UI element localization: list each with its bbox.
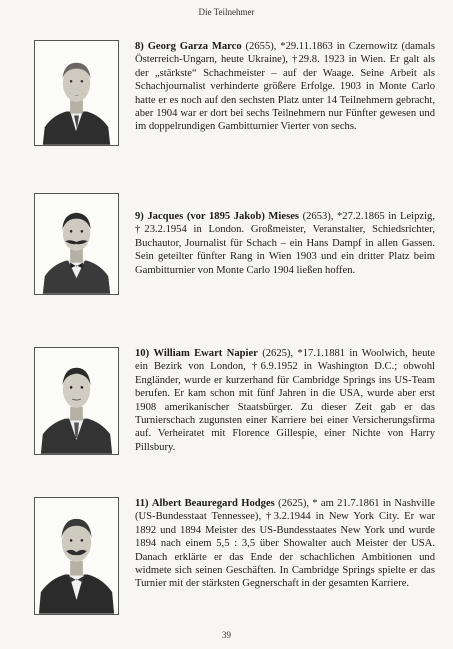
participant-description: (2625), *17.1.1881 in Woolwich, heute ein Bezirk von London, †6.9.1952 in Washington D.C.; obwohl Engländer, wurde er kurzerhand für Cambridge Springs ins US-Team berufen. Er kam schon mit fünf Jahren in die USA, wurde aber erst 1908 amerikanischer Staatsbürger. Zu dieser Zeit gab er das Turnierschach zugunsten einer Karriere bei einer Versicherungsfirma auf. Verheiratet mit Florence Gillespie, einer Nichte von Harry Pillsbury. (135, 348, 436, 453)
participant-name: Jacques (vor 1895 Jakob) Mieses (147, 211, 300, 222)
page-number: 39 (222, 630, 231, 640)
participant-name: William Ewart Napier (153, 348, 258, 359)
running-header: Die Teilnehmer (198, 7, 255, 17)
portrait-photo-hodges (34, 497, 119, 615)
participant-bio-11: 11) Albert Beauregard Hodges (2625), * am 21.7.1861 in Nashville (US-Bundesstaat Tennessee), †3.2.1944 in New York City. Er war 1892 und 1894 Meister des US-Bundesstaates New York und wurde 1894 nach einem 5,5 : 3,5 über Showalter auch Meister der USA. Danach erklärte er das Ende der schachlichen Ambitionen und widmete sich seinen Geschäften. In Cambridge Springs spielte er das Turnier mit der stärksten Gegnerschaft in der gesamten Karriere. (135, 498, 435, 590)
participant-description: (2653), *27.2.1865 in Leipzig, †23.2.1954 in London. Großmeister, Veranstalter, Schiedsrichter, Buchautor, Journalist für Schach – ein Hans Dampf in allen Gassen. Sein geteilter fünfter Rang in Wien 1903 und ein dritter Platz beim Gambitturnier von Monte Carlo 1904 ließen hoffen. (135, 211, 435, 276)
participant-name: Albert Beauregard Hodges (151, 498, 275, 509)
portrait-photo-napier (34, 347, 119, 455)
participant-bio-9: 9) Jacques (vor 1895 Jakob) Mieses (2653), *27.2.1865 in Leipzig, †23.2.1954 in London. Großmeister, Veranstalter, Schiedsrichter, Buchautor, Journalist für Schach – ein Hans Dampf in allen Gassen. Sein geteilter fünfter Rang in Wien 1903 und ein dritter Platz beim Gambitturnier von Monte Carlo 1904 ließen hoffen. (135, 211, 435, 276)
participant-description: (2655), *29.11.1863 in Czernowitz (damals Österreich-Ungarn, heute Ukraine), †29.8. 1923 in Wien. Er galt als der „stärkste“ Schachmeister – auf der Waage. Seine Arbeit als Schachjournalist verhinderte größere Erfolge. 1903 in Monte Carlo hatte er es noch auf den sechsten Platz unter 14 Teilnehmern gebracht, aber 1904 war er dort bei sechs Teilnehmern nur Fünfter gewesen und im doppelrundigen Gambitturnier Vierter von sechs. (135, 41, 436, 133)
participant-description: (2625), * am 21.7.1861 in Nashville (US-Bundesstaat Tennessee), †3.2.1944 in New York City. Er war 1892 und 1894 Meister des US-Bundesstaates New York und wurde 1894 nach einem 5,5 : 3,5 über Showalter auch Meister der USA. Danach erklärte er das Ende der schachlichen Ambitionen und widmete sich seinen Geschäften. In Cambridge Springs spielte er das Turnier mit der stärksten Gegnerschaft in der gesamten Karriere. (135, 498, 435, 590)
participant-name: Georg Garza Marco (147, 41, 242, 52)
portrait-photo-mieses (34, 193, 119, 295)
participant-bio-8: 8) Georg Garza Marco (2655), *29.11.1863 in Czernowitz (damals Österreich-Ungarn, heute Ukraine), †29.8. 1923 in Wien. Er galt als der „stärkste“ Schachmeister – auf der Waage. Seine Arbeit als Schachjournalist verhinderte größere Erfolge. 1903 in Monte Carlo hatte er es noch auf den sechsten Platz unter 14 Teilnehmern gebracht, aber 1904 war er dort bei sechs Teilnehmern nur Fünfter gewesen und im doppelrundigen Gambitturnier Vierter von sechs. (135, 41, 436, 133)
participant-bio-10: 10) William Ewart Napier (2625), *17.1.1881 in Woolwich, heute ein Bezirk von London, †6.9.1952 in Washington D.C.; obwohl Engländer, wurde er kurzerhand für Cambridge Springs ins US-Team berufen. Er kam schon mit fünf Jahren in die USA, wurde aber erst 1908 amerikanischer Staatsbürger. Zu dieser Zeit gab er das Turnierschach zugunsten einer Karriere bei einer Versicherungsfirma auf. Verheiratet mit Florence Gillespie, einer Nichte von Harry Pillsbury. (135, 348, 436, 453)
portrait-photo-marco (34, 40, 119, 146)
